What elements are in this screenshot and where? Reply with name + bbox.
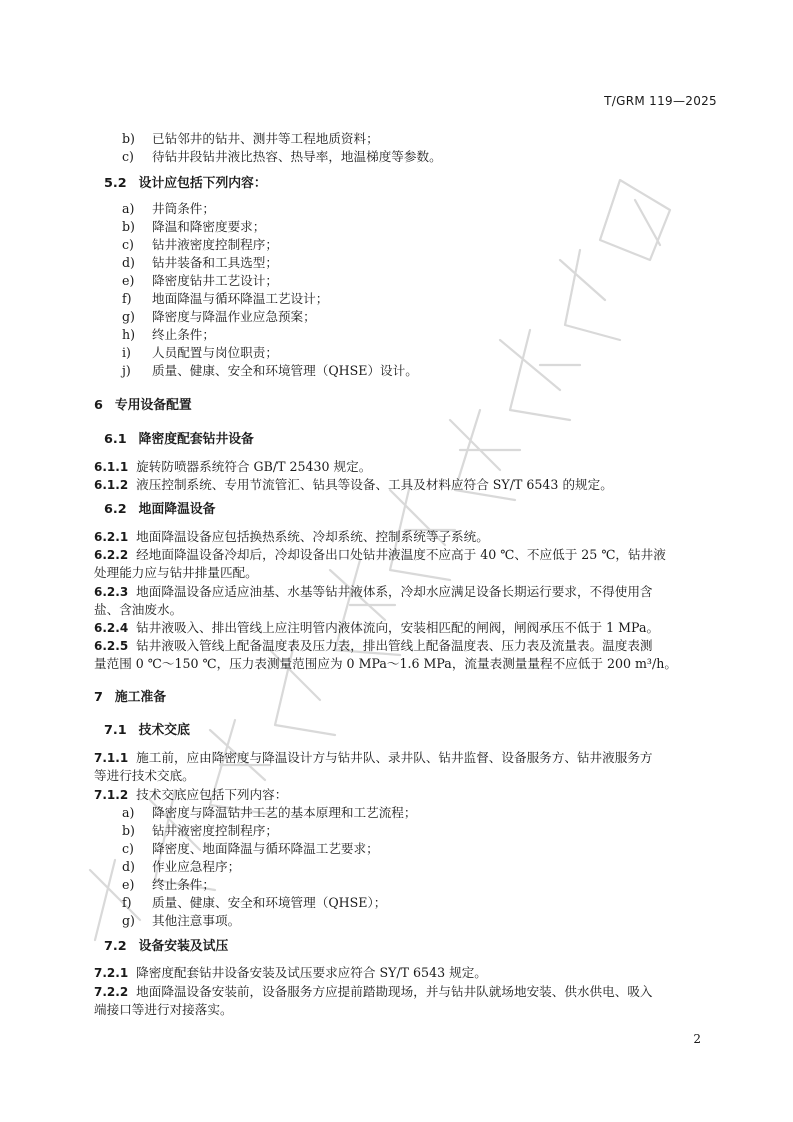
list-marker: c) bbox=[122, 237, 134, 252]
clause-number: 6.2.4 bbox=[94, 621, 129, 635]
list-item-text: 降密度钻井工艺设计； bbox=[152, 273, 278, 288]
list-item-text: 钻井液密度控制程序； bbox=[152, 823, 278, 838]
list-marker: e) bbox=[122, 877, 135, 892]
list-item-text: 终止条件； bbox=[152, 327, 215, 342]
section-title: 施工准备 bbox=[114, 690, 167, 705]
clause-number: 7.1.1 bbox=[94, 751, 129, 765]
clause-6-1-1 bbox=[94, 458, 371, 476]
list-item-text: 钻井液密度控制程序； bbox=[152, 237, 278, 252]
clause-6-2-2 bbox=[94, 546, 666, 564]
list-item bbox=[122, 218, 265, 236]
section-number: 7 bbox=[94, 690, 103, 705]
list-item-text: 人员配置与岗位职责； bbox=[152, 345, 278, 360]
clause-text: 地面降温设备应包括换热系统、冷却系统、控制系统等子系统。 bbox=[136, 529, 489, 544]
list-item bbox=[122, 822, 278, 840]
section-title: 技术交底 bbox=[138, 723, 190, 738]
list-item bbox=[122, 894, 386, 912]
clause-continuation: 等进行技术交底。 bbox=[94, 768, 195, 783]
clause-text: 经地面降温设备冷却后，冷却设备出口处钻井液温度不应高于 40 ℃、不应低于 25 ℃，钻井液 bbox=[136, 547, 666, 562]
clause-text: 液压控制系统、专用节流管汇、钻具等设备、工具及材料应符合 SY/T 6543 的规定。 bbox=[136, 477, 613, 492]
section-number: 6.2 bbox=[104, 502, 127, 517]
list-item bbox=[122, 362, 418, 380]
list-item-text: 降密度与降温作业应急预案； bbox=[152, 309, 316, 324]
clause-number: 6.1.2 bbox=[94, 478, 129, 492]
list-marker: a) bbox=[122, 201, 135, 216]
list-marker: j) bbox=[122, 363, 131, 378]
clause-6-2-5 bbox=[94, 637, 653, 655]
clause-6-1-2 bbox=[94, 476, 613, 494]
section-heading-5-2 bbox=[104, 175, 267, 193]
list-item-text: 井筒条件； bbox=[152, 201, 215, 216]
clause-continuation: 量范围 0 ℃～150 ℃，压力表测量范围应为 0 MPa～1.6 MPa，流量表测量量程不应低于 200 m³/h。 bbox=[94, 656, 677, 671]
list-item-text: 钻井装备和工具选型； bbox=[152, 255, 278, 270]
list-item-text: 降温和降密度要求； bbox=[152, 219, 266, 234]
list-item-text: 地面降温与循环降温工艺设计； bbox=[152, 291, 329, 306]
page-number: 2 bbox=[693, 1032, 701, 1046]
list-item bbox=[122, 912, 240, 930]
section-heading-7-2 bbox=[104, 938, 228, 956]
list-marker: g) bbox=[122, 913, 135, 928]
list-item bbox=[122, 130, 379, 148]
list-item-text: 降密度与降温钻井工艺的基本原理和工艺流程； bbox=[152, 805, 417, 820]
clause-7-1-2 bbox=[94, 786, 287, 804]
list-item-text: 降密度、地面降温与循环降温工艺要求； bbox=[152, 841, 379, 856]
clause-number: 7.1.2 bbox=[94, 788, 129, 802]
list-item bbox=[122, 308, 316, 326]
list-marker: b) bbox=[122, 219, 135, 234]
list-item-text: 其他注意事项。 bbox=[152, 913, 241, 928]
list-item-text: 质量、健康、安全和环境管理（QHSE）设计。 bbox=[152, 363, 418, 378]
list-marker: h) bbox=[122, 327, 136, 342]
clause-continuation: 端接口等进行对接落实。 bbox=[94, 1002, 233, 1017]
list-marker: a) bbox=[122, 805, 135, 820]
clause-6-2-3 bbox=[94, 583, 653, 601]
list-item bbox=[122, 272, 278, 290]
list-marker: i) bbox=[122, 345, 131, 360]
list-marker: g) bbox=[122, 309, 135, 324]
list-marker: f) bbox=[122, 895, 132, 910]
clause-7-1-1 bbox=[94, 749, 653, 767]
section-title: 设计应包括下列内容： bbox=[138, 176, 267, 191]
section-number: 5.2 bbox=[104, 176, 127, 191]
list-item-text: 终止条件； bbox=[152, 877, 215, 892]
section-heading-7-1 bbox=[104, 722, 190, 740]
list-item bbox=[122, 804, 416, 822]
section-heading-7 bbox=[94, 689, 166, 707]
section-title: 设备安装及试压 bbox=[138, 939, 229, 954]
section-title: 降密度配套钻井设备 bbox=[138, 432, 254, 447]
section-number: 7.2 bbox=[104, 939, 127, 954]
section-number: 6 bbox=[94, 398, 103, 413]
list-marker: d) bbox=[122, 255, 135, 270]
clause-text: 技术交底应包括下列内容： bbox=[136, 787, 288, 802]
list-item bbox=[122, 148, 442, 166]
clause-text: 地面降温设备应适应油基、水基等钻井液体系，冷却水应满足设备长期运行要求，不得使用含 bbox=[136, 584, 653, 599]
clause-number: 6.2.3 bbox=[94, 585, 129, 599]
clause-number: 6.2.2 bbox=[94, 548, 129, 562]
list-marker: b) bbox=[122, 823, 135, 838]
list-marker: c) bbox=[122, 841, 134, 856]
clause-number: 7.2.2 bbox=[94, 985, 129, 999]
list-marker: f) bbox=[122, 291, 132, 306]
list-item bbox=[122, 200, 215, 218]
list-item bbox=[122, 326, 215, 344]
clause-text: 钻井液吸入管线上配备温度表及压力表，排出管线上配备温度表、压力表及流量表。温度表测 bbox=[136, 638, 653, 653]
clause-text: 施工前，应由降密度与降温设计方与钻井队、录井队、钻井监督、设备服务方、钻井液服务方 bbox=[136, 750, 653, 765]
list-item bbox=[122, 858, 240, 876]
section-number: 6.1 bbox=[104, 432, 127, 447]
document-code: T/GRM 119—2025 bbox=[604, 94, 717, 108]
clause-number: 6.2.1 bbox=[94, 530, 129, 544]
section-number: 7.1 bbox=[104, 723, 127, 738]
list-marker: b) bbox=[122, 131, 135, 146]
section-heading-6-1 bbox=[104, 431, 254, 449]
section-heading-6-2 bbox=[104, 501, 215, 519]
clause-text: 旋转防喷器系统符合 GB/T 25430 规定。 bbox=[136, 459, 372, 474]
clause-number: 6.1.1 bbox=[94, 460, 129, 474]
clause-text: 钻井液吸入、排出管线上应注明管内液体流向，安装相匹配的闸阀，闸阀承压不低于 1 MPa。 bbox=[136, 620, 660, 635]
list-item bbox=[122, 876, 215, 894]
list-marker: e) bbox=[122, 273, 135, 288]
list-item bbox=[122, 344, 278, 362]
list-item bbox=[122, 840, 379, 858]
clause-text: 降密度配套钻井设备安装及试压要求应符合 SY/T 6543 规定。 bbox=[136, 965, 487, 980]
section-heading-6 bbox=[94, 397, 192, 415]
clause-6-2-4 bbox=[94, 619, 659, 637]
clause-7-2-1 bbox=[94, 964, 487, 982]
section-title: 地面降温设备 bbox=[138, 502, 216, 517]
list-item bbox=[122, 290, 328, 308]
clause-number: 6.2.5 bbox=[94, 639, 129, 653]
list-marker: d) bbox=[122, 859, 135, 874]
clause-7-2-2 bbox=[94, 983, 653, 1001]
list-item bbox=[122, 254, 278, 272]
clause-text: 地面降温设备安装前，设备服务方应提前踏勘现场，并与钻井队就场地安装、供水供电、吸入 bbox=[136, 984, 653, 999]
clause-continuation: 处理能力应与钻井排量匹配。 bbox=[94, 565, 258, 580]
clause-6-2-1 bbox=[94, 528, 489, 546]
list-marker: c) bbox=[122, 149, 134, 164]
list-item-text: 已钻邻井的钻井、测井等工程地质资料； bbox=[152, 131, 379, 146]
clause-continuation: 盐、含油废水。 bbox=[94, 602, 183, 617]
list-item-text: 待钻井段钻井液比热容、热导率，地温梯度等参数。 bbox=[152, 149, 442, 164]
clause-number: 7.2.1 bbox=[94, 966, 129, 980]
list-item-text: 质量、健康、安全和环境管理（QHSE）； bbox=[152, 895, 387, 910]
list-item-text: 作业应急程序； bbox=[152, 859, 241, 874]
list-item bbox=[122, 236, 278, 254]
section-title: 专用设备配置 bbox=[114, 398, 192, 413]
